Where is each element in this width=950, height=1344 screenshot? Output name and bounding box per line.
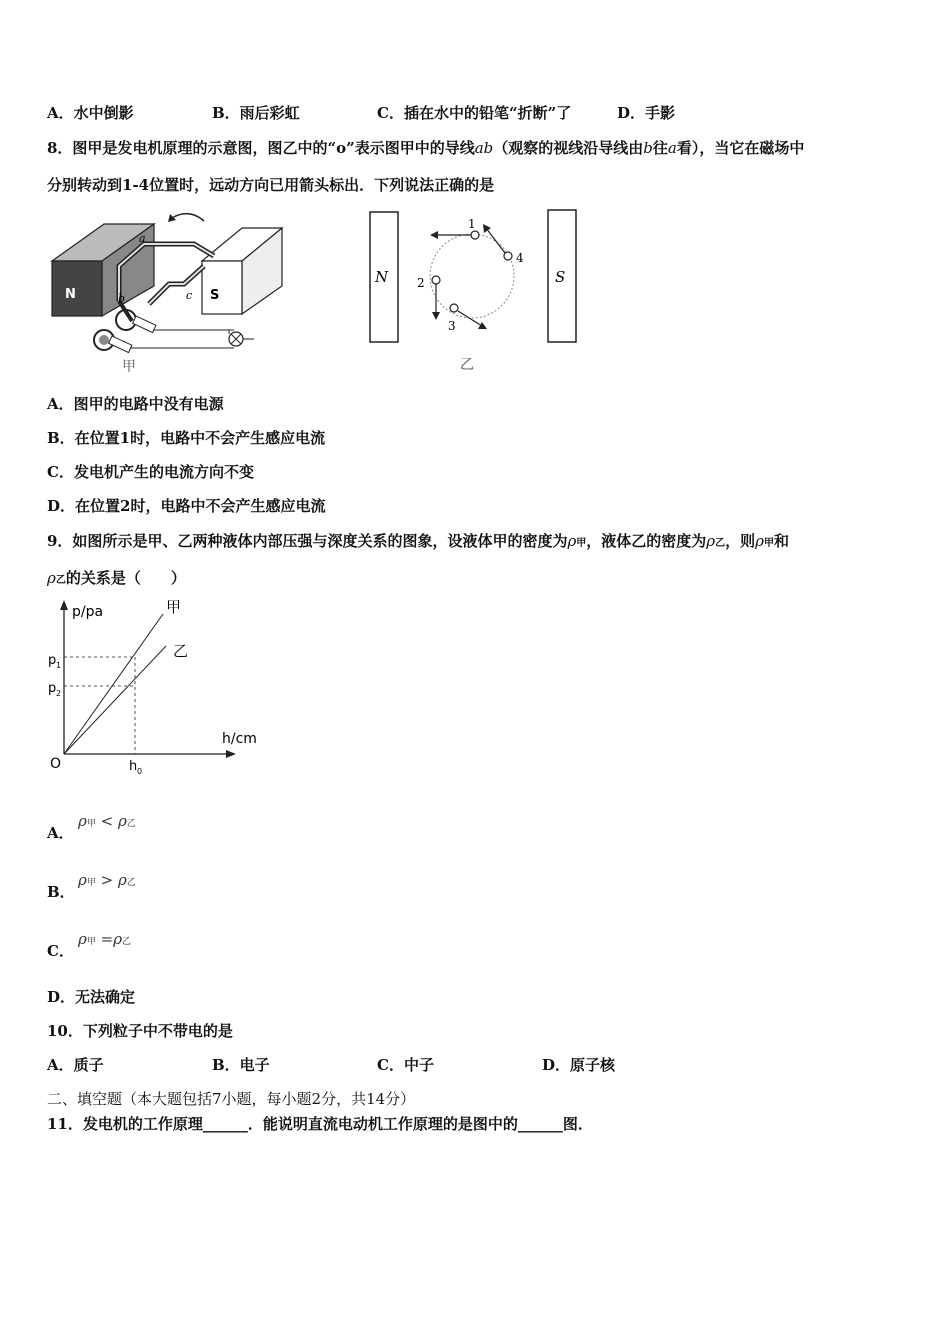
- jia-c-label: c: [186, 289, 193, 302]
- jia-n-label: N: [65, 287, 76, 302]
- q8-option-b: B．在位置1时，电路中不会产生感应电流: [47, 429, 326, 447]
- q7-option-d: D．手影: [617, 104, 676, 122]
- graph-p2-sub: 2: [56, 689, 62, 698]
- graph-p1-sub: 1: [56, 661, 62, 670]
- jia-caption: 甲: [122, 359, 136, 375]
- yi-pos-1: 1: [468, 217, 476, 231]
- q8-stem-line1: 8．图甲是发电机原理的示意图，图乙中的“o”表示图甲中的导线ab（观察的视线沿导线由b往a看），当它在磁场中: [47, 139, 805, 157]
- yi-pos-2: 2: [417, 276, 425, 290]
- q10-option-c: C．中子: [377, 1056, 434, 1074]
- q9-option-a-label: A．: [47, 824, 74, 842]
- q10-option-a: A．质子: [47, 1056, 104, 1074]
- q9-option-b-label: B．: [47, 883, 75, 901]
- generator-diagram-jia: [44, 206, 304, 376]
- q11-stem: 11．发电机的工作原理______．能说明直流电动机工作原理的是图中的______图．: [47, 1115, 593, 1133]
- q7-option-b: B．雨后彩虹: [212, 104, 300, 122]
- q9-option-c-label: C．: [47, 942, 74, 960]
- yi-pos-4: 4: [516, 251, 524, 265]
- q8-option-c: C．发电机产生的电流方向不变: [47, 463, 254, 481]
- graph-h0-sub: 0: [137, 767, 143, 776]
- jia-s-label: S: [210, 288, 220, 303]
- q7-option-c: C．插在水中的铅笔“折断”了: [377, 104, 572, 122]
- graph-p2: p: [48, 681, 57, 696]
- graph-jia-label: 甲: [166, 598, 182, 616]
- yi-caption: 乙: [460, 357, 474, 373]
- jia-a-label: a: [139, 232, 146, 245]
- q9-option-d: D．无法确定: [47, 988, 136, 1006]
- q10-stem: 10．下列粒子中不带电的是: [47, 1022, 233, 1040]
- graph-h0: h: [129, 759, 138, 774]
- section-2-heading: 二、填空题（本大题包括7小题，每小题2分，共14分）: [47, 1090, 416, 1108]
- graph-yi-label: 乙: [173, 642, 189, 660]
- q9-stem-line2: ρ乙的关系是（ ）: [47, 569, 186, 587]
- q9-option-a-formula: ρ甲 < ρ乙: [78, 812, 136, 830]
- q7-option-a: A．水中倒影: [47, 104, 134, 122]
- q8-option-d: D．在位置2时，电路中不会产生感应电流: [47, 497, 326, 515]
- graph-origin: O: [50, 756, 62, 772]
- graph-ylabel: p/pa: [72, 604, 104, 620]
- q9-option-b-formula: ρ甲 > ρ乙: [78, 871, 136, 889]
- q9-stem-line1: 9．如图所示是甲、乙两种液体内部压强与深度关系的图象，设液体甲的密度为ρ甲，液体乙的密度为ρ乙，则ρ甲和: [47, 532, 789, 550]
- yi-pos-3: 3: [448, 319, 456, 333]
- yi-n-label: N: [375, 268, 389, 286]
- graph-p1: p: [48, 653, 57, 668]
- rotation-diagram-yi: [362, 204, 592, 374]
- q8-stem-line2: 分别转动到1-4位置时，远动方向已用箭头标出．下列说法正确的是: [47, 176, 495, 194]
- graph-xlabel: h/cm: [222, 731, 257, 747]
- pressure-depth-graph: [40, 596, 270, 786]
- q10-option-d: D．原子核: [542, 1056, 616, 1074]
- q10-option-b: B．电子: [212, 1056, 270, 1074]
- yi-s-label: S: [555, 268, 566, 286]
- jia-b-label: b: [118, 292, 126, 305]
- q9-option-c-formula: ρ甲 =ρ乙: [78, 930, 132, 948]
- q8-option-a: A．图甲的电路中没有电源: [47, 395, 224, 413]
